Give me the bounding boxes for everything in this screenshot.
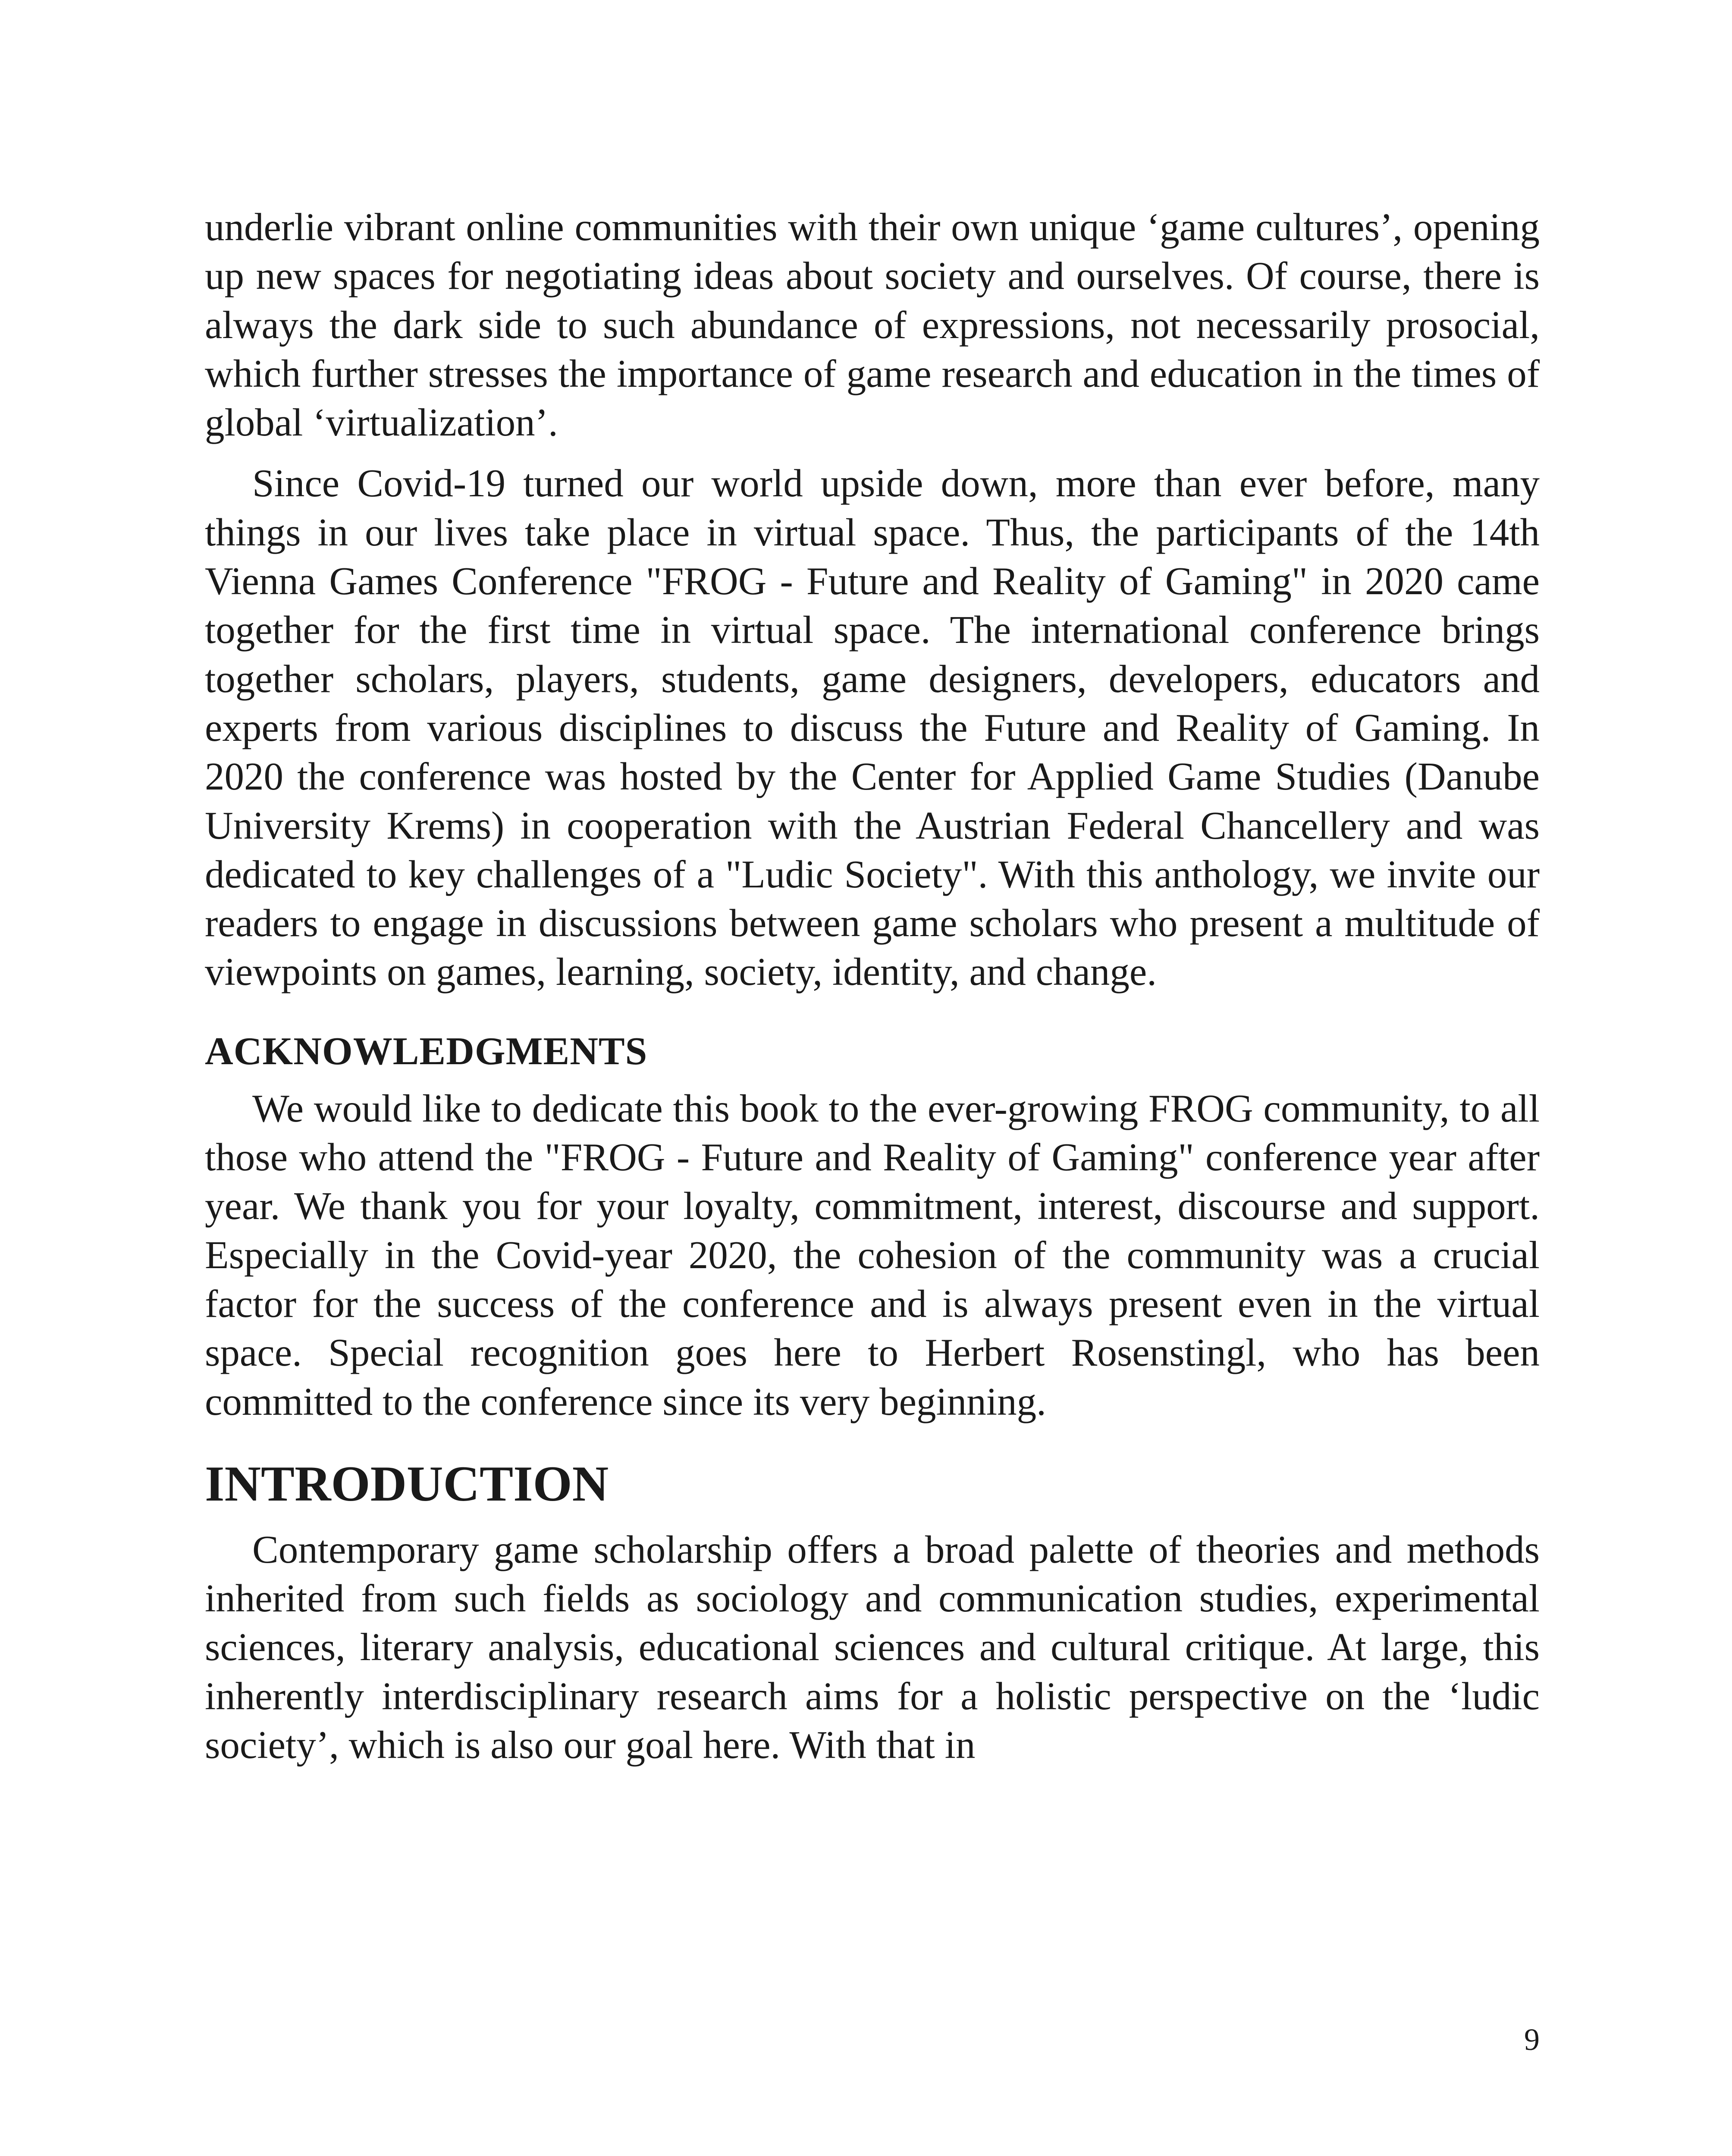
paragraph-acknowledgments: We would like to dedicate this book to the ever-growing FROG community, to all those who attend the "FROG - Future and Reality of Gaming" conference year after year. We thank you for your loyalty, commitment, interest, discourse and support. Especially in the Covid-year 2020, the cohesion of the community was a crucial factor for the success of the conference and is always present even in the virtual space. Special recognition goes here to Herbert Rosenstingl, who has been committed to the conference since its very beginning. (205, 1086, 1540, 1423)
paragraph-continuation: underlie vibrant online communities with their own unique ‘game cultures’, opening up new spaces for negotiating ideas about society and ourselves. Of course, there is always the dark side to such abundance of expressions, not necessarily prosocial, which further stresses the importance of game research and education in the times of global ‘virtualization’. (205, 205, 1540, 445)
body-text (205, 203, 1540, 1769)
acknowledgments-heading: ACKNOWLEDGMENTS (205, 1029, 648, 1073)
paragraph-introduction: Contemporary game scholarship offers a broad palette of theories and methods inherited from such fields as sociology and communication studies, experimental sciences, literary analysis, educational sciences and cultural critique. At large, this inherently interdisciplinary research aims for a holistic perspective on the ‘ludic society’, which is also our goal here. With that in (205, 1527, 1540, 1767)
paragraph-covid-conference: Since Covid-19 turned our world upside down, more than ever before, many things in our lives take place in virtual space. Thus, the participants of the 14th Vienna Games Conference "FROG - Future and Reality of Gaming" in 2020 came together for the first time in virtual space. The international conference brings together scholars, players, students, game designers, developers, educators and experts from various disciplines to discuss the Future and Reality of Gaming. In 2020 the conference was hosted by the Center for Applied Game Studies (Danube University Krems) in cooperation with the Austrian Federal Chancellery and was dedicated to key challenges of a "Ludic Society". With this anthology, we invite our readers to engage in discussions between game scholars who present a multitude of viewpoints on games, learning, society, identity, and change. (205, 461, 1540, 994)
page-number: 9 (1524, 2022, 1540, 2057)
introduction-heading: INTRODUCTION (205, 1456, 609, 1512)
